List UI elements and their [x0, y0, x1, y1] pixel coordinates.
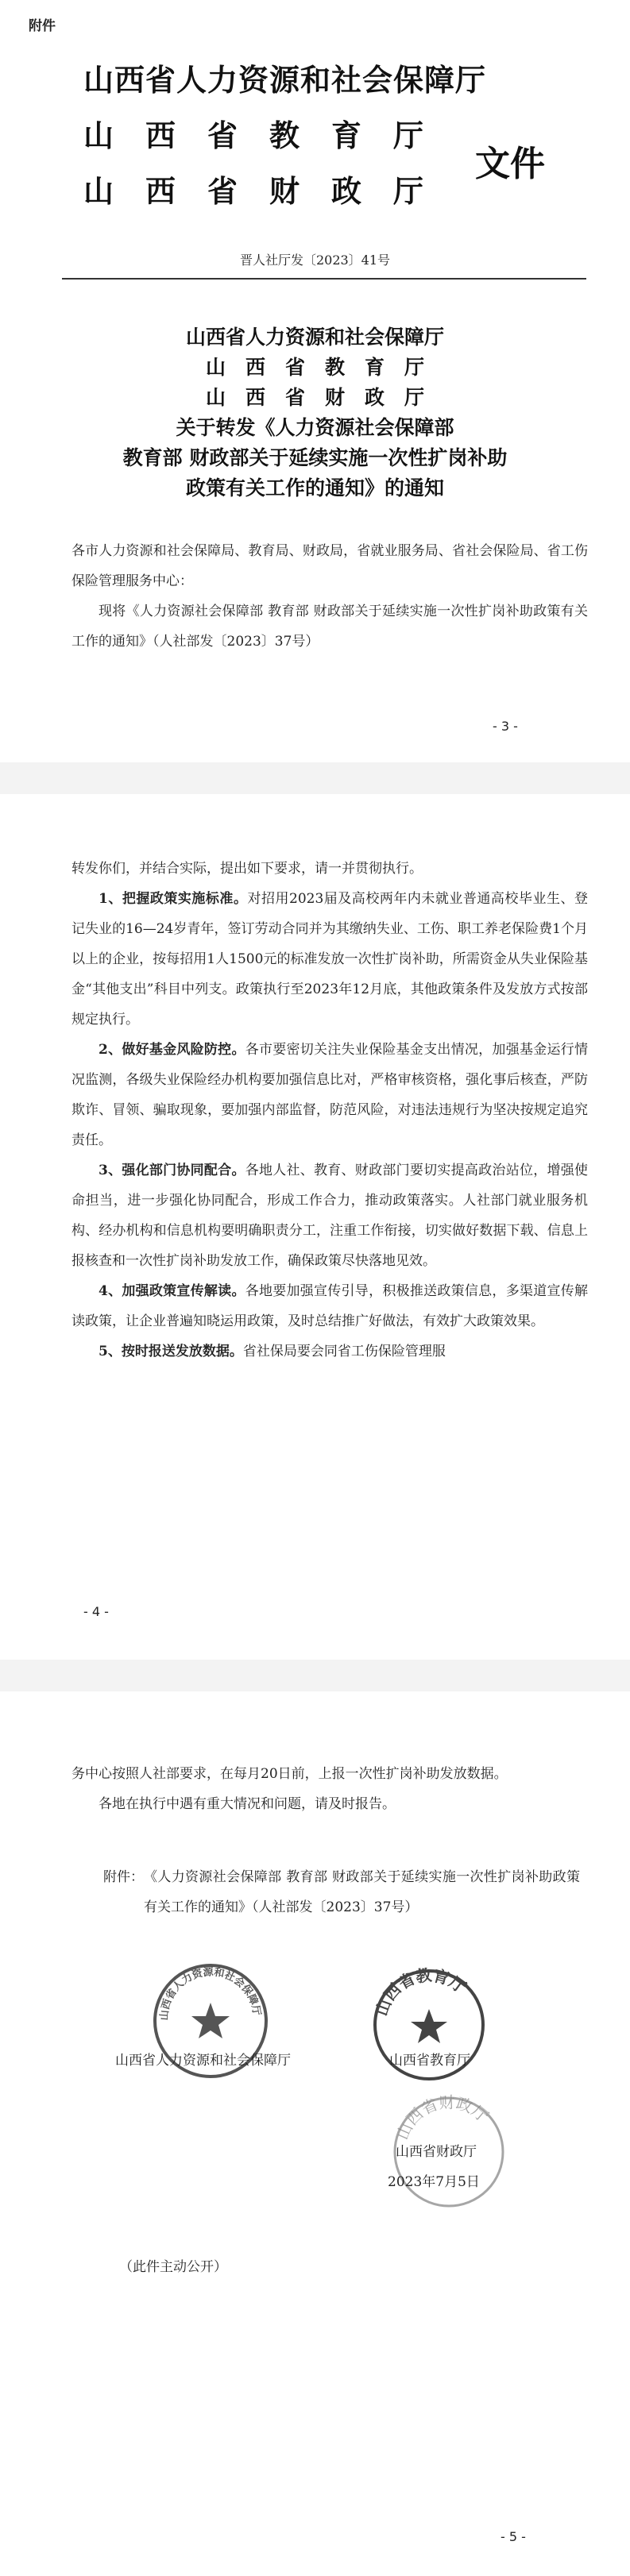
item-1: [72, 884, 588, 1035]
page-number: - 4 -: [83, 1604, 109, 1619]
issuer-hrss: 山西省人力资源和社会保障厅: [83, 62, 487, 98]
title-line: 山西省人力资源和社会保障厅: [185, 326, 444, 349]
item-text: 对招用2023届及高校两年内未就业普通高校毕业生、登记失业的16—24岁青年，签订劳动合同并为其缴纳失业、工伤、职工养老保险费1个月以上的企业，按每招用1人1500元的标准发放一次性扩岗补助，所需资金从失业保险基金“其他支出”科目中列支。政策执行至2023年12月底，其他政策条件及发放方式按部规定执行。: [72, 891, 588, 1028]
issuer-edu: 山 西 省 教 育 厅: [83, 118, 425, 153]
item-3: [72, 1155, 588, 1276]
document-word: 文件: [475, 144, 545, 184]
item-heading: 5、按时报送发放数据。: [99, 1344, 243, 1359]
attachment-label: 附件：: [103, 1869, 144, 1885]
title-line: 关于转发《人力资源社会保障部: [176, 416, 454, 439]
item-heading: 3、强化部门协同配合。: [99, 1163, 245, 1178]
star-icon: [411, 2009, 447, 2043]
seal-text: 山西省人力资源和社会保障厅: [158, 1966, 263, 2021]
intro-paragraph: 现将《人力资源社会保障部 教育部 财政部关于延续实施一次性扩岗补助政策有关工作的通知》（人社部发〔2023〕37号）: [72, 604, 588, 650]
header-divider: [62, 278, 586, 280]
continuation: 务中心按照人社部要求，在每月20日前，上报一次性扩岗补助发放数据。: [72, 1766, 508, 1782]
attachment-item: 《人力资源社会保障部 教育部 财政部关于延续实施一次性扩岗补助政策有关工作的通知》（人社部发〔2023〕37号）: [144, 1869, 580, 1915]
title-line: 山 西 省 教 育 厅: [205, 356, 424, 379]
item-4: [72, 1276, 588, 1336]
seal-text: 山西省财政厅: [392, 2092, 493, 2143]
notice-body: [72, 536, 588, 657]
page-5: [0, 1691, 630, 2576]
issuer-fin: 山 西 省 财 政 厅: [83, 173, 425, 209]
doc-number: 晋人社厅发〔2023〕41号: [239, 253, 391, 268]
notice-body: [72, 854, 588, 1367]
seal-text: 山西省教育厅: [371, 1965, 470, 2019]
attachment-label: 附件: [29, 18, 56, 34]
addressee: 各市人力资源和社会保障局、教育局、财政局，省就业服务局、省社会保险局、省工伤保险管理服务中心：: [72, 543, 588, 589]
item-text: 各地要加强宣传引导，积极推送政策信息，多渠道宣传解读政策，让企业普遍知晓运用政策，及时总结推广好做法，有效扩大政策效果。: [72, 1283, 588, 1329]
title-line: 教育部 财政部关于延续实施一次性扩岗补助: [122, 446, 508, 469]
item-2: [72, 1035, 588, 1155]
attachment-list: [103, 1862, 580, 1922]
item-text: 省社保局要会同省工伤保险管理服: [242, 1344, 446, 1359]
signer-edu: 山西省教育厅: [389, 2053, 470, 2069]
report-note: 各地在执行中遇有重大情况和问题，请及时报告。: [99, 1796, 396, 1812]
signer-fin: 山西省财政厅: [396, 2144, 477, 2160]
opening-line: 转发你们，并结合实际，提出如下要求，请一并贯彻执行。: [72, 861, 423, 877]
public-note: （此件主动公开）: [119, 2259, 227, 2275]
item-5: [72, 1336, 588, 1367]
page-number: - 5 -: [501, 2529, 526, 2544]
page-3: [0, 0, 630, 762]
title-line: 山 西 省 财 政 厅: [205, 386, 424, 409]
signer-hrss: 山西省人力资源和社会保障厅: [115, 2053, 291, 2069]
item-heading: 1、把握政策实施标准。: [99, 891, 248, 907]
notice-body: [72, 1759, 588, 1819]
item-heading: 4、加强政策宣传解读。: [99, 1283, 245, 1299]
item-heading: 2、做好基金风险防控。: [99, 1042, 245, 1058]
page-4: [0, 794, 630, 1660]
item-text: 各市要密切关注失业保险基金支出情况，加强基金运行情况监测，各级失业保险经办机构要加强信息比对，严格审核资格，强化事后核查，严防欺诈、冒领、骗取现象，要加强内部监督，防范风险，对违法违规行为坚决按规定追究责任。: [72, 1042, 588, 1148]
item-text: 各地人社、教育、财政部门要切实提高政治站位，增强使命担当，进一步强化协同配合，形成工作合力，推动政策落实。人社部门就业服务机构、经办机构和信息机构要明确职责分工，注重工作衔接，切实做好数据下载、信息上报核查和一次性扩岗补助发放工作，确保政策尽快落地见效。: [72, 1163, 588, 1269]
issue-date: 2023年7月5日: [388, 2174, 480, 2190]
star-icon: [191, 2003, 230, 2038]
page-number: - 3 -: [493, 719, 518, 734]
title-line: 政策有关工作的通知》的通知: [185, 476, 444, 499]
